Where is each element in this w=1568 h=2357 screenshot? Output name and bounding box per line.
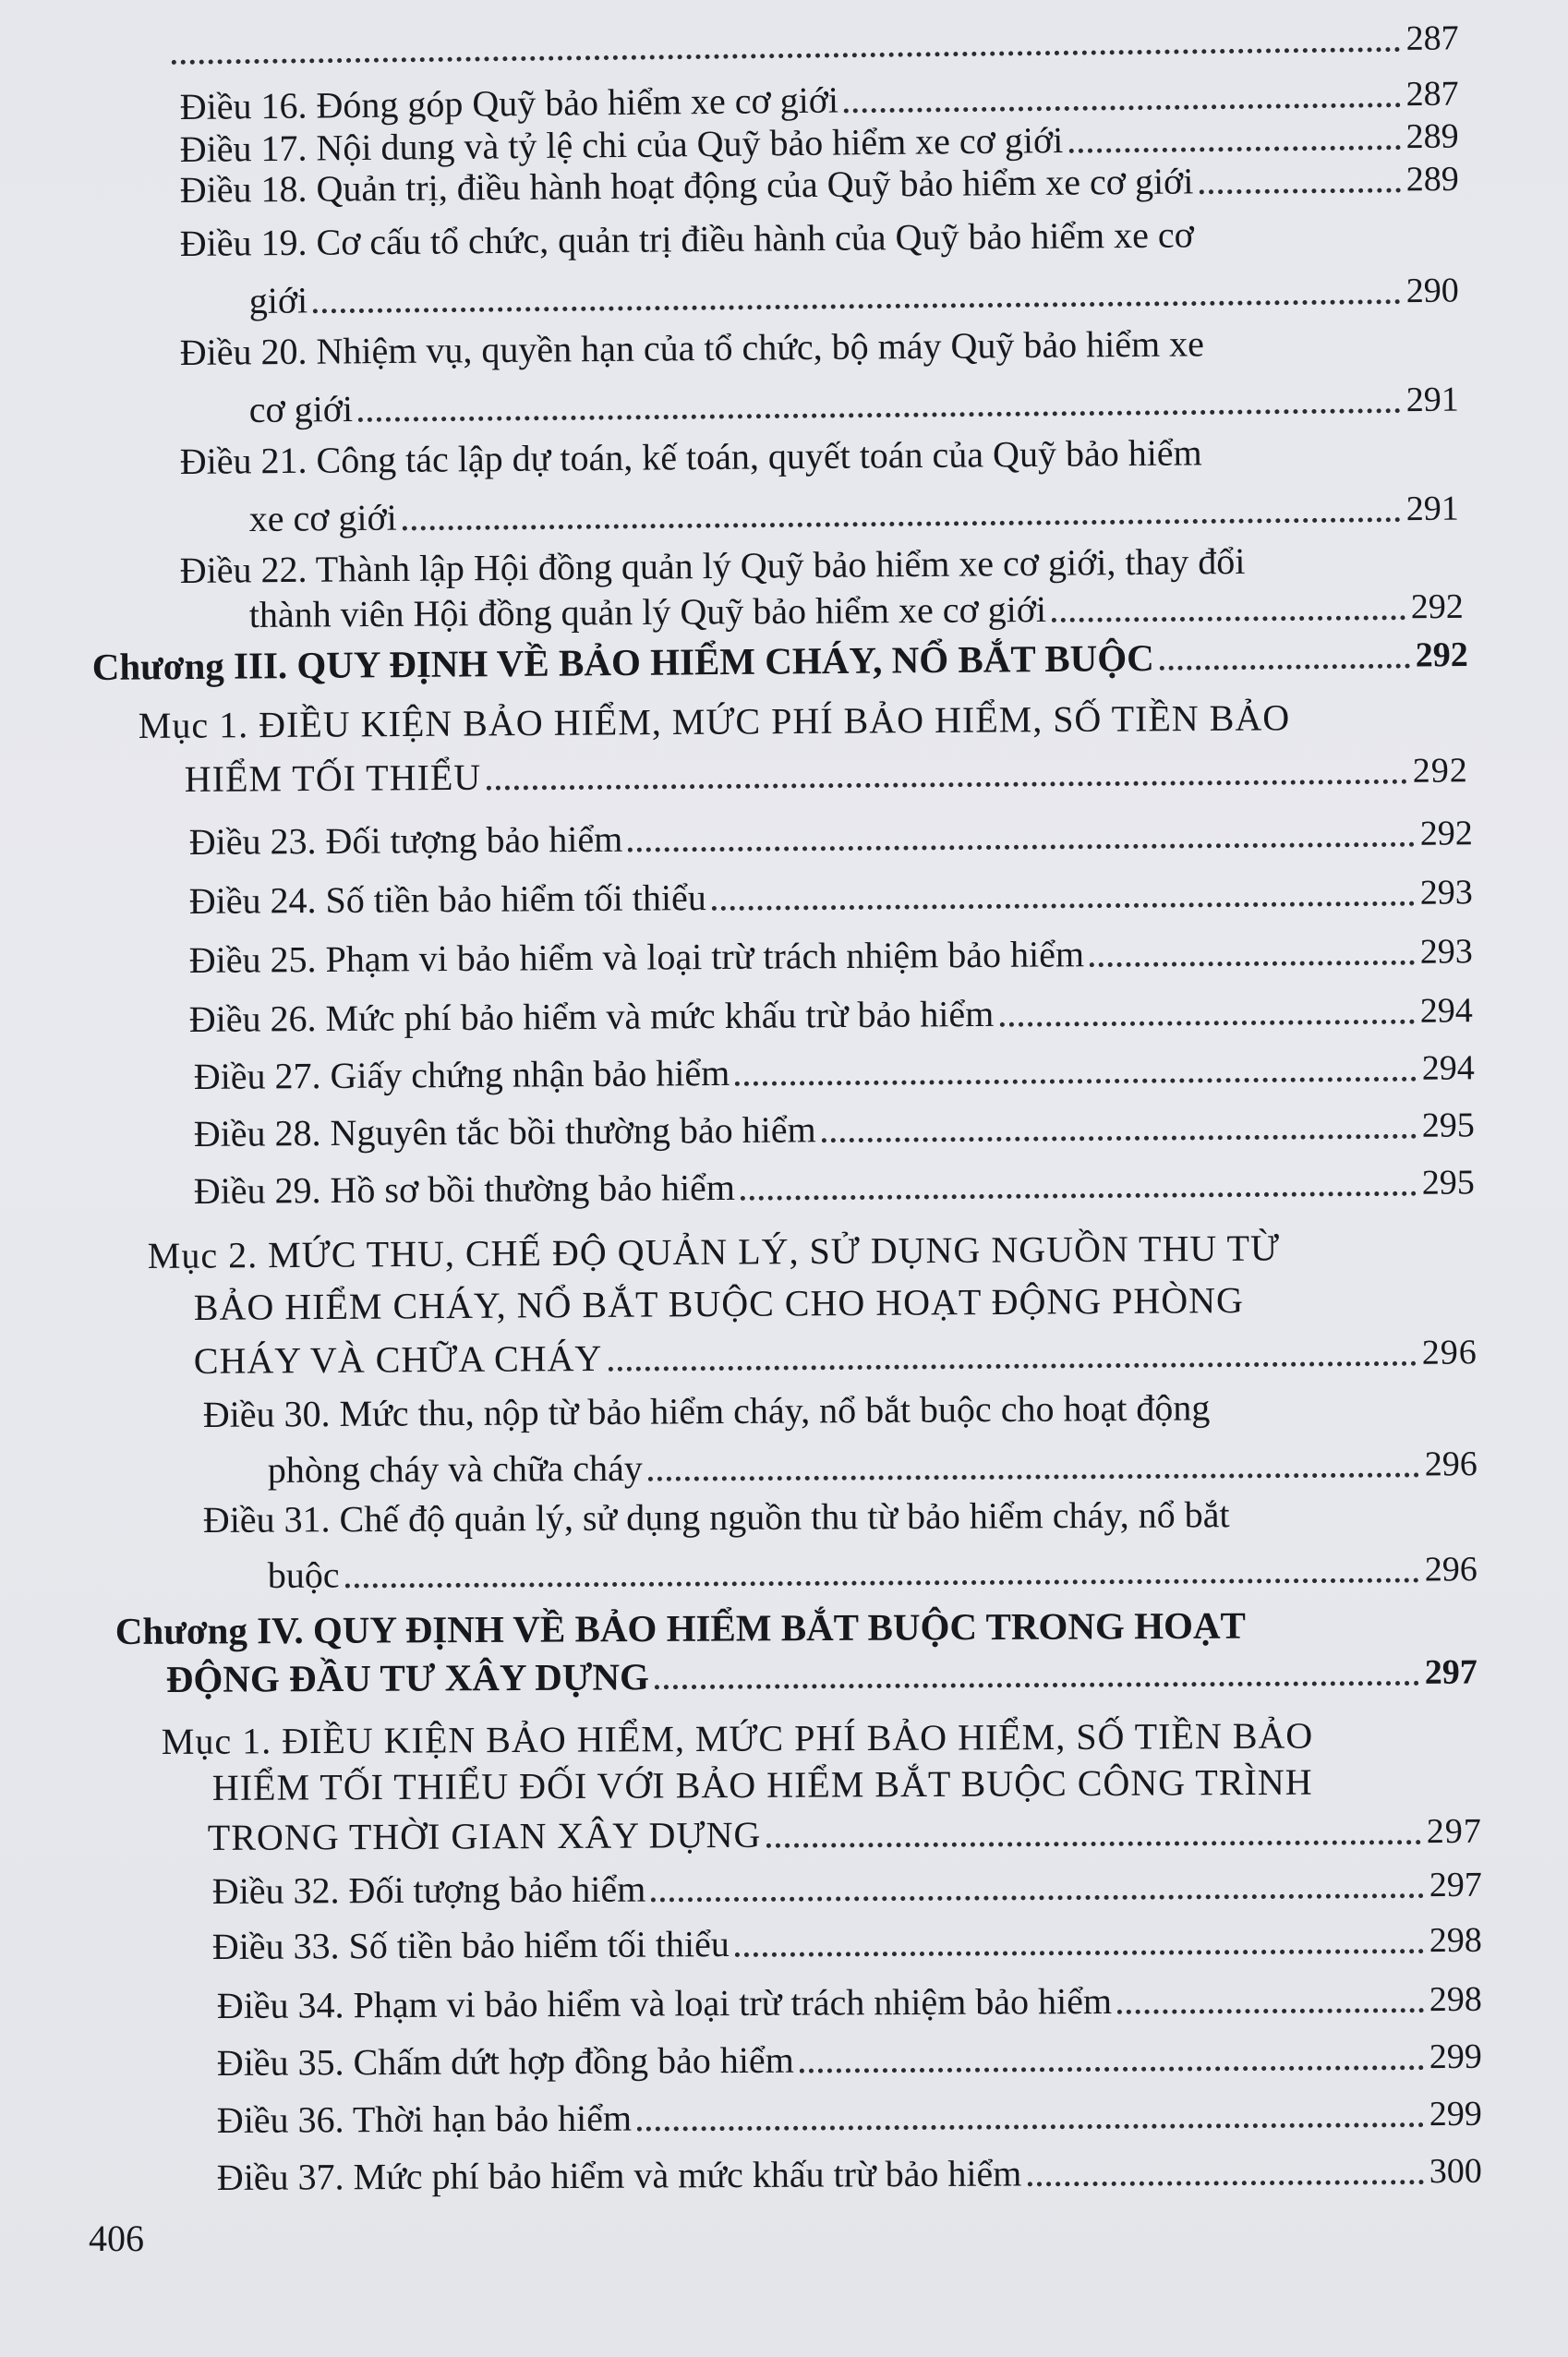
toc-entry-title: BẢO HIỂM CHÁY, NỔ BẮT BUỘC CHO HOẠT ĐỘNG PHÒNG: [193, 1279, 1245, 1329]
toc-entry-article: [217, 2142, 1482, 2202]
dot-leader: [735, 1947, 1424, 1957]
dot-leader: [655, 1679, 1419, 1689]
toc-entry-title: Điều 16. Đóng góp Quỹ bảo hiểm xe cơ giới: [179, 79, 839, 128]
dot-leader: [999, 1018, 1415, 1027]
toc-entry-page: 292: [1415, 635, 1468, 675]
toc-entry-title: Mục 2. MỨC THU, CHẾ ĐỘ QUẢN LÝ, SỬ DỤNG NGUỒN THU TỪ: [147, 1227, 1281, 1277]
dot-leader: [651, 1892, 1424, 1902]
toc-entry-title: Điều 35. Chấm dứt hợp đồng bảo hiểm: [216, 2038, 794, 2084]
toc-entry-title: CHÁY VÀ CHỮA CHÁY: [193, 1336, 603, 1383]
toc-entry-article: [179, 203, 1458, 268]
toc-entry-title: HIỂM TỐI THIỂU ĐỐI VỚI BẢO HIỂM BẮT BUỘC CÔNG TRÌNH: [211, 1760, 1313, 1808]
toc-entry-title: Điều 19. Cơ cấu tổ chức, quản trị điều hành của Quỹ bảo hiểm xe cơ: [179, 213, 1195, 265]
toc-entry-article: [179, 312, 1458, 377]
toc-entry-page: 289: [1405, 159, 1459, 199]
dot-leader: [1090, 959, 1415, 967]
toc-entry-title: Điều 25. Phạm vi bảo hiểm và loại trừ trách nhiệm bảo hiểm: [188, 933, 1085, 982]
toc-entry-page: 287: [1405, 74, 1459, 115]
toc-entry-page: 300: [1429, 2151, 1482, 2192]
dot-leader: [1052, 613, 1405, 622]
toc-entry-page: 293: [1419, 873, 1473, 913]
toc-entry-title: Điều 30. Mức thu, nộp từ bảo hiểm cháy, nổ bắt buộc cho hoạt động: [202, 1386, 1211, 1436]
page-number: 406: [89, 2218, 144, 2259]
toc-entry-page: 293: [1419, 932, 1473, 972]
toc-entry-title: Điều 37. Mức phí bảo hiểm và mức khấu trừ bảo hiểm: [216, 2152, 1022, 2198]
toc-entry-page: 296: [1424, 1444, 1478, 1484]
toc-entry-title: Điều 33. Số tiền bảo hiểm tối thiểu: [211, 1923, 730, 1967]
dot-leader: [648, 1470, 1419, 1481]
toc-entry-title: Mục 1. ĐIỀU KIỆN BẢO HIỂM, MỨC PHÍ BẢO HIỂM, SỐ TIỀN BẢO: [138, 696, 1291, 747]
toc-entry-section: [139, 687, 1468, 750]
toc-entry-article: [189, 863, 1473, 925]
toc-entry-page: 297: [1426, 1811, 1482, 1852]
toc-entry-page: 295: [1421, 1106, 1475, 1145]
toc-entry-page: 298: [1429, 1979, 1482, 2020]
toc-entry-page: 291: [1405, 489, 1459, 529]
toc-entry-title: Điều 20. Nhiệm vụ, quyền hạn của tổ chức, bộ máy Quỹ bảo hiểm xe: [179, 322, 1205, 374]
toc-entry-page: 290: [1405, 271, 1459, 311]
toc-entry-page: 289: [1405, 116, 1459, 157]
toc-entry-title: TRONG THỜI GIAN XÂY DỰNG: [207, 1813, 762, 1858]
toc-entry-title: Chương IV. QUY ĐỊNH VỀ BẢO HIỂM BẮT BUỘC TRONG HOẠT: [115, 1603, 1246, 1652]
toc-entry-page: 292: [1419, 814, 1473, 853]
dot-leader: [628, 840, 1415, 852]
toc-entry-page: 299: [1429, 2094, 1482, 2134]
dot-leader: [608, 1360, 1416, 1372]
toc-entry-title: phòng cháy và chữa cháy: [267, 1446, 643, 1491]
toc-entry-article: [194, 1153, 1475, 1215]
dot-leader: [487, 778, 1407, 791]
dot-leader: [1199, 186, 1400, 194]
toc-entry-title: Điều 22. Thành lập Hội đồng quản lý Quỹ bảo hiểm xe cơ giới, thay đổi: [179, 539, 1246, 592]
dot-leader: [637, 2121, 1424, 2131]
toc-entry-article: [212, 1855, 1482, 1916]
toc-entry-title: Điều 18. Quản trị, điều hành hoạt động của Quỹ bảo hiểm xe cơ giới: [179, 160, 1194, 212]
dot-leader: [766, 1838, 1421, 1848]
toc-entry-article: [189, 922, 1473, 985]
toc-entry-title: Chương III. QUY ĐỊNH VỀ BẢO HIỂM CHÁY, NỔ BẮT BUỘC: [91, 635, 1154, 689]
toc-entry-article: [203, 1484, 1478, 1544]
toc-entry-chapter: [166, 1643, 1478, 1703]
toc-entry-article: [217, 2085, 1482, 2145]
toc-entry-page: 296: [1421, 1333, 1478, 1372]
dot-leader: [1027, 2178, 1424, 2186]
toc-entry-article: [212, 1911, 1482, 1971]
toc-entry-page: 299: [1429, 2037, 1482, 2077]
toc-entry-page: 287: [1405, 18, 1459, 58]
toc-entry-page: 292: [1410, 586, 1464, 627]
toc-entry-title: giới: [248, 279, 308, 322]
toc-entry-title: Điều 28. Nguyên tắc bồi thường bảo hiểm: [193, 1108, 816, 1155]
dot-leader: [800, 2063, 1424, 2073]
toc-entry-page: 297: [1429, 1865, 1482, 1905]
toc-entry-article: [217, 1970, 1482, 2030]
toc-entry-title: cơ giới: [248, 388, 354, 431]
toc-entry-page: 298: [1429, 1920, 1482, 1961]
dot-leader: [735, 1075, 1417, 1086]
toc-entry-title: Điều 26. Mức phí bảo hiểm và mức khấu trừ bảo hiểm: [188, 992, 995, 1041]
toc-entry-title: Điều 17. Nội dung và tỷ lệ chi của Quỹ bảo hiểm xe cơ giới: [179, 118, 1064, 171]
dot-leader: [1160, 662, 1410, 671]
toc-entry-article: [194, 1095, 1475, 1158]
toc-entry-title: HIỂM TỐI THIỂU: [184, 755, 482, 801]
toc-entry-title: Điều 32. Đối tượng bảo hiểm: [211, 1867, 646, 1912]
toc-entry-section: [194, 1323, 1478, 1385]
toc-entry-title: Điều 36. Thời hạn bảo hiểm: [216, 2097, 633, 2141]
toc-entry-title: Điều 24. Số tiền bảo hiểm tối thiểu: [188, 876, 706, 923]
toc-entry-title: Điều 34. Phạm vi bảo hiểm và loại trừ trách nhiệm bảo hiểm: [216, 1979, 1113, 2026]
toc-entry-article: [268, 1540, 1478, 1600]
toc-entry-title: Điều 23. Đối tượng bảo hiểm: [188, 817, 623, 864]
dot-leader: [345, 1576, 1419, 1588]
toc-entry-title: Điều 21. Công tác lập dự toán, kế toán, quyết toán của Quỹ bảo hiểm: [179, 431, 1202, 483]
toc-entry-page: 291: [1405, 380, 1459, 420]
toc-entry-section: [208, 1802, 1482, 1862]
toc-entry-article: [189, 981, 1473, 1044]
toc-entry-page: 294: [1419, 991, 1473, 1031]
toc-entry-title: Điều 31. Chế độ quản lý, sử dụng nguồn thu từ bảo hiểm cháy, nổ bắt: [202, 1493, 1230, 1541]
dot-leader: [741, 1190, 1417, 1201]
toc-entry-page: 292: [1412, 751, 1468, 791]
toc-entry-article: [179, 421, 1458, 486]
toc-entry-chapter: [91, 625, 1467, 691]
toc-entry-article: [217, 2027, 1482, 2087]
toc-entry-article: [189, 804, 1473, 866]
dot-leader: [1117, 2006, 1424, 2014]
toc-entry-title: ĐỘNG ĐẦU TƯ XÂY DỰNG: [165, 1655, 650, 1700]
toc-entry-page: 297: [1424, 1652, 1478, 1692]
dot-leader: [358, 406, 1401, 422]
toc-entry-section: [185, 741, 1468, 804]
toc-entry-title: buộc: [267, 1553, 340, 1596]
dot-leader: [712, 900, 1415, 911]
toc-entry-title: Điều 29. Hồ sơ bồi thường bảo hiểm: [193, 1166, 736, 1213]
toc-entry-title: Mục 1. ĐIỀU KIỆN BẢO HIỂM, MỨC PHÍ BẢO HIỂM, SỐ TIỀN BẢO: [161, 1714, 1314, 1762]
toc-entry-article: [203, 1376, 1478, 1439]
toc-entry-title: xe cơ giới: [248, 496, 398, 540]
toc-entry-page: 296: [1424, 1550, 1478, 1589]
toc-entry-title: thành viên Hội đồng quản lý Quỹ bảo hiểm xe cơ giới: [248, 587, 1047, 636]
dot-leader: [403, 515, 1401, 530]
dot-leader: [313, 297, 1401, 313]
toc-entry-page: 295: [1421, 1163, 1475, 1203]
toc-entry-title: Điều 27. Giấy chứng nhận bảo hiểm: [193, 1051, 730, 1098]
dot-leader: [822, 1132, 1417, 1142]
toc-entry-section: [194, 1269, 1478, 1332]
toc-entry-page: 294: [1421, 1048, 1475, 1088]
dot-leader: [172, 45, 1401, 65]
toc-entry-article: [194, 1038, 1475, 1101]
